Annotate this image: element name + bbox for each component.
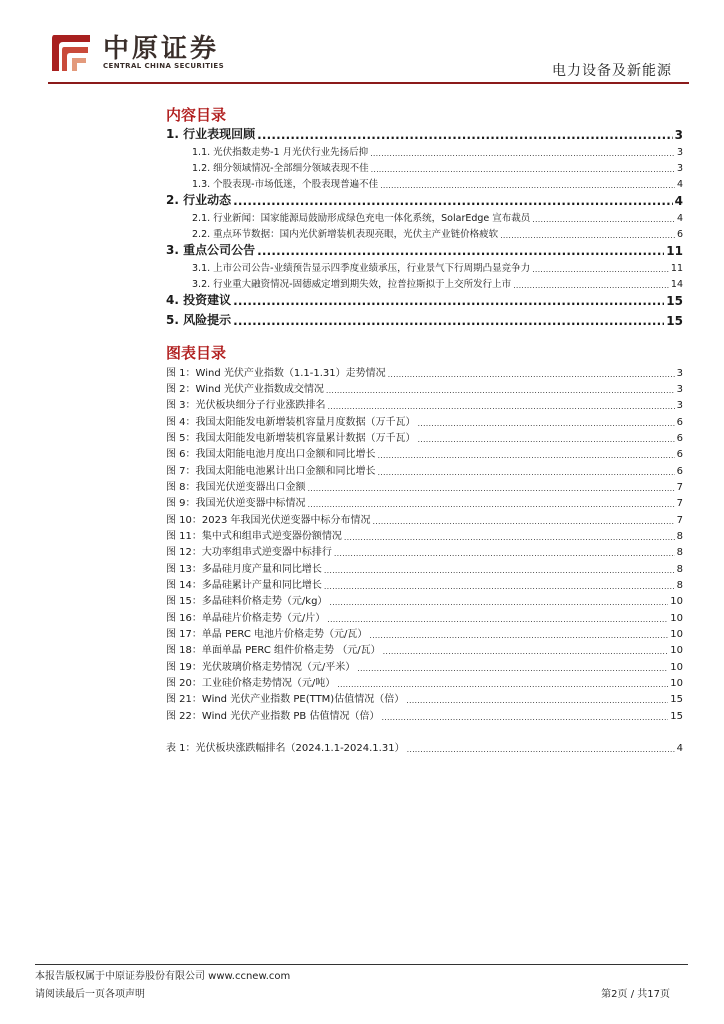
figure-item[interactable]: 图 16：单晶硅片价格走势（元/片） ..... 10: [166, 609, 683, 624]
footer-page-number: 第2页 / 共17页: [601, 989, 670, 1000]
toc-item[interactable]: 2.2. 重点环节数据：国内光伏新增装机表现亮眼，光伏主产业链价格疲软 ..... 6: [192, 226, 683, 240]
toc-item[interactable]: 1.1. 光伏指数走势-1 月光伏行业先扬后抑 ..... 3: [192, 144, 683, 158]
figure-item[interactable]: 图 5：我国太阳能发电新增装机容量累计数据（万千瓦） ..... 6: [166, 429, 683, 444]
table-item[interactable]: 表 1：光伏板块涨跌幅排名（2024.1.1-2024.1.31） ..... 4: [166, 739, 683, 754]
figure-item[interactable]: 图 7：我国太阳能电池累计出口金额和同比增长 ..... 6: [166, 462, 683, 477]
toc-title: 内容目录: [166, 106, 227, 124]
brand-english-name: CENTRAL CHINA SECURITIES: [103, 62, 225, 70]
figure-item[interactable]: 图 10：2023 年我国光伏逆变器中标分布情况 ..... 7: [166, 511, 683, 526]
toc-item[interactable]: 1. 行业表现回顾 ..... 3: [166, 125, 683, 142]
figure-item[interactable]: 图 3：光伏板块细分子行业涨跌排名 ..... 3: [166, 396, 683, 411]
figures-title: 图表目录: [166, 344, 227, 362]
brand-chinese-name: 中原证券: [103, 34, 220, 64]
figure-item[interactable]: 图 20：工业硅价格走势情况（元/吨） ..... 10: [166, 674, 683, 689]
figure-item[interactable]: 图 8：我国光伏逆变器出口金额 ..... 7: [166, 478, 683, 493]
toc-item[interactable]: 2.1. 行业新闻：国家能源局鼓励形成绿色充电一体化系统，SolarEdge 宣布裁员 ..... 4: [192, 210, 683, 224]
figure-item[interactable]: 图 15：多晶硅料价格走势（元/kg） ..... 10: [166, 592, 683, 607]
figure-item[interactable]: 图 2：Wind 光伏产业指数成交情况 ..... 3: [166, 380, 683, 395]
figure-item[interactable]: 图 21：Wind 光伏产业指数 PE(TTM)估值情况（倍） ..... 15: [166, 690, 683, 705]
figure-item[interactable]: 图 4：我国太阳能发电新增装机容量月度数据（万千瓦） ..... 6: [166, 413, 683, 428]
toc-item[interactable]: 3. 重点公司公告 ..... 11: [166, 241, 683, 258]
toc-item[interactable]: 5. 风险提示 ..... 15: [166, 311, 683, 328]
figure-item[interactable]: 图 1：Wind 光伏产业指数（1.1-1.31）走势情况 ..... 3: [166, 364, 683, 379]
toc-item[interactable]: 3.1. 上市公司公告-业绩预告显示四季度业绩承压，行业景气下行周期凸显竞争力 ..... 11: [192, 260, 683, 274]
figure-item[interactable]: 图 12：大功率组串式逆变器中标排行 ..... 8: [166, 543, 683, 558]
toc-item[interactable]: 1.3. 个股表现-市场低迷，个股表现普遍不佳 ..... 4: [192, 176, 683, 190]
figure-item[interactable]: 图 18：单面单晶 PERC 组件价格走势 （元/瓦） ..... 10: [166, 641, 683, 656]
sector-label: 电力设备及新能源: [552, 63, 672, 79]
figure-item[interactable]: 图 17：单晶 PERC 电池片价格走势（元/瓦） ..... 10: [166, 625, 683, 640]
figure-item[interactable]: 图 13：多晶硅月度产量和同比增长 ..... 8: [166, 560, 683, 575]
toc-item[interactable]: 2. 行业动态 ..... 4: [166, 191, 683, 208]
footer-read-notice: 请阅读最后一页各项声明: [35, 989, 145, 1000]
footer-copyright: 本报告版权属于中原证券股份有限公司 www.ccnew.com: [35, 971, 291, 982]
figure-item[interactable]: 图 14：多晶硅累计产量和同比增长 ..... 8: [166, 576, 683, 591]
figure-item[interactable]: 图 11：集中式和组串式逆变器份额情况 ..... 8: [166, 527, 683, 542]
figure-item[interactable]: 图 9：我国光伏逆变器中标情况 ..... 7: [166, 494, 683, 509]
company-logo-icon: [50, 33, 92, 73]
figure-item[interactable]: 图 22：Wind 光伏产业指数 PB 估值情况（倍） ..... 15: [166, 707, 683, 722]
footer-divider: [35, 964, 688, 965]
toc-item[interactable]: 4. 投资建议 ..... 15: [166, 291, 683, 308]
figure-item[interactable]: 图 6：我国太阳能电池月度出口金额和同比增长 ..... 6: [166, 445, 683, 460]
toc-item[interactable]: 1.2. 细分领域情况-全部细分领域表现不佳 ..... 3: [192, 160, 683, 174]
figure-item[interactable]: 图 19：光伏玻璃价格走势情况（元/平米） ..... 10: [166, 658, 683, 673]
toc-item[interactable]: 3.2. 行业重大融资情况-固德威定增到期失效，拉普拉斯拟于上交所发行上市 ..... 14: [192, 276, 683, 290]
header-divider: [48, 82, 689, 84]
